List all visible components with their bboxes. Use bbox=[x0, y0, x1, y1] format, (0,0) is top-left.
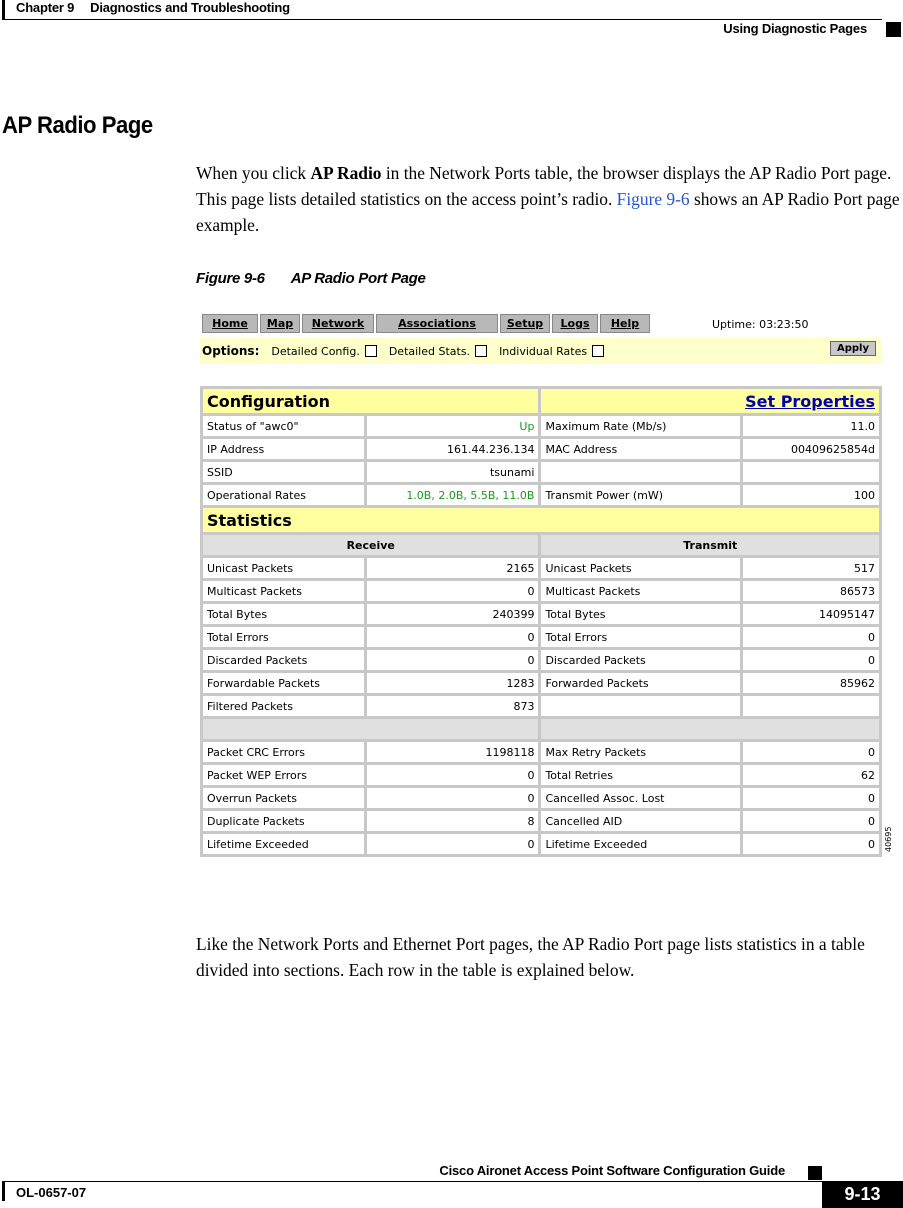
cell: 86573 bbox=[743, 581, 879, 601]
cell: 85962 bbox=[743, 673, 879, 693]
cell: Unicast Packets bbox=[203, 558, 364, 578]
transmit-heading: Transmit bbox=[541, 535, 879, 555]
table-row bbox=[203, 788, 879, 808]
figure-caption bbox=[196, 270, 426, 287]
cell: Status of "awc0" bbox=[203, 416, 364, 436]
table-row bbox=[203, 558, 879, 578]
cell: 161.44.236.134 bbox=[367, 439, 538, 459]
table-row bbox=[203, 439, 879, 459]
nav-associations[interactable]: Associations bbox=[376, 314, 498, 333]
cell: Packet CRC Errors bbox=[203, 742, 364, 762]
cell: IP Address bbox=[203, 439, 364, 459]
figure-link[interactable]: Figure 9-6 bbox=[616, 189, 690, 209]
cell: SSID bbox=[203, 462, 364, 482]
cell: Total Errors bbox=[203, 627, 364, 647]
radio-stats-table bbox=[200, 386, 882, 857]
intro-text-3: shows an AP Radio Port page example. bbox=[196, 189, 900, 235]
cell: 0 bbox=[743, 742, 879, 762]
chapter-title: Diagnostics and Troubleshooting bbox=[90, 0, 290, 15]
cell: 0 bbox=[367, 581, 538, 601]
cell: MAC Address bbox=[541, 439, 739, 459]
cell: Filtered Packets bbox=[203, 696, 364, 716]
cell: 0 bbox=[743, 834, 879, 854]
page-title: AP Radio Page bbox=[2, 112, 153, 139]
cell: Duplicate Packets bbox=[203, 811, 364, 831]
nav-setup[interactable]: Setup bbox=[500, 314, 550, 333]
table-row bbox=[203, 462, 879, 482]
separator-row bbox=[203, 719, 879, 739]
cell: 240399 bbox=[367, 604, 538, 624]
footer-doc-number: OL-0657-07 bbox=[16, 1185, 87, 1200]
nav-logs[interactable]: Logs bbox=[552, 314, 598, 333]
blank-cell bbox=[541, 719, 879, 739]
cell: 517 bbox=[743, 558, 879, 578]
cell: 0 bbox=[367, 650, 538, 670]
cell: Discarded Packets bbox=[203, 650, 364, 670]
footer-left-bar bbox=[2, 1182, 5, 1201]
cell: 0 bbox=[367, 627, 538, 647]
figure-id: 40695 bbox=[884, 826, 893, 852]
table-row bbox=[203, 742, 879, 762]
cell: Forwardable Packets bbox=[203, 673, 364, 693]
table-row bbox=[203, 834, 879, 854]
cell: 62 bbox=[743, 765, 879, 785]
cell bbox=[743, 696, 879, 716]
cell: 0 bbox=[743, 788, 879, 808]
header-block bbox=[886, 22, 901, 37]
figure-number: Figure 9-6 bbox=[196, 270, 265, 287]
chapter-heading bbox=[16, 0, 290, 15]
cell: 2165 bbox=[367, 558, 538, 578]
cell: Operational Rates bbox=[203, 485, 364, 505]
cell: Cancelled Assoc. Lost bbox=[541, 788, 739, 808]
cell: Overrun Packets bbox=[203, 788, 364, 808]
table-row bbox=[203, 416, 879, 436]
cell: Cancelled AID bbox=[541, 811, 739, 831]
cell: 1283 bbox=[367, 673, 538, 693]
page-number: 9-13 bbox=[822, 1181, 903, 1208]
cell: 0 bbox=[367, 788, 538, 808]
set-properties-link[interactable]: Set Properties bbox=[541, 389, 879, 413]
stats-title: Statistics bbox=[203, 508, 879, 532]
chapter-number: Chapter 9 bbox=[16, 0, 75, 15]
cell: Max Retry Packets bbox=[541, 742, 739, 762]
receive-heading: Receive bbox=[203, 535, 538, 555]
option-individual-rates bbox=[499, 345, 604, 358]
cell: 0 bbox=[743, 811, 879, 831]
cell: 00409625854d bbox=[743, 439, 879, 459]
table-row bbox=[203, 604, 879, 624]
apply-button[interactable]: Apply bbox=[830, 341, 876, 356]
cell: Discarded Packets bbox=[541, 650, 739, 670]
cell bbox=[541, 696, 739, 716]
option-label: Detailed Stats. bbox=[388, 344, 471, 358]
intro-paragraph bbox=[196, 160, 901, 238]
detailed-stats-checkbox[interactable] bbox=[475, 345, 487, 357]
cell: 0 bbox=[743, 627, 879, 647]
intro-text-1: When you click bbox=[196, 163, 311, 183]
config-header-row bbox=[203, 389, 879, 413]
figure-title: AP Radio Port Page bbox=[290, 270, 426, 287]
cell: Multicast Packets bbox=[203, 581, 364, 601]
ap-radio-screenshot bbox=[200, 312, 893, 887]
table-row bbox=[203, 811, 879, 831]
cell: 0 bbox=[367, 834, 538, 854]
option-label: Individual Rates bbox=[499, 344, 588, 358]
header-left-bar bbox=[2, 0, 5, 19]
stats-subheader-row bbox=[203, 535, 879, 555]
table-row bbox=[203, 765, 879, 785]
cell: Total Bytes bbox=[541, 604, 739, 624]
cell: tsunami bbox=[367, 462, 538, 482]
table-row bbox=[203, 581, 879, 601]
cell: Unicast Packets bbox=[541, 558, 739, 578]
closing-paragraph: Like the Network Ports and Ethernet Port pages, the AP Radio Port page lists statistics in a table divided into sections. Each row in the table is explained below. bbox=[196, 934, 865, 980]
cell: Total Bytes bbox=[203, 604, 364, 624]
cell: Maximum Rate (Mb/s) bbox=[541, 416, 739, 436]
footer-guide-title: Cisco Aironet Access Point Software Configuration Guide bbox=[439, 1163, 785, 1178]
footer-rule bbox=[2, 1181, 822, 1182]
cell: 1.0B, 2.0B, 5.5B, 11.0B bbox=[367, 485, 538, 505]
cell: Lifetime Exceeded bbox=[203, 834, 364, 854]
table-row bbox=[203, 673, 879, 693]
cell: Transmit Power (mW) bbox=[541, 485, 739, 505]
options-bar bbox=[200, 338, 882, 364]
nav-bar bbox=[202, 314, 650, 334]
table-row bbox=[203, 650, 879, 670]
option-detailed-stats bbox=[389, 345, 487, 358]
footer-block bbox=[808, 1166, 822, 1180]
config-title: Configuration bbox=[203, 389, 538, 413]
individual-rates-checkbox[interactable] bbox=[592, 345, 604, 357]
cell: Packet WEP Errors bbox=[203, 765, 364, 785]
detailed-config-checkbox[interactable] bbox=[365, 345, 377, 357]
nav-home[interactable]: Home bbox=[202, 314, 258, 333]
cell: 0 bbox=[743, 650, 879, 670]
intro-text-2: in the Network Ports table, the browser displays the AP Radio Port page. This page lists detailed statistics on the access point’s radio. bbox=[196, 163, 892, 209]
header-rule bbox=[2, 19, 882, 20]
intro-bold: AP Radio bbox=[310, 163, 382, 183]
cell: 873 bbox=[367, 696, 538, 716]
cell: Lifetime Exceeded bbox=[541, 834, 739, 854]
nav-network[interactable]: Network bbox=[302, 314, 374, 333]
cell bbox=[743, 462, 879, 482]
cell: 8 bbox=[367, 811, 538, 831]
cell: Up bbox=[367, 416, 538, 436]
cell: 100 bbox=[743, 485, 879, 505]
cell: Multicast Packets bbox=[541, 581, 739, 601]
cell: Total Retries bbox=[541, 765, 739, 785]
uptime: Uptime: 03:23:50 bbox=[712, 318, 809, 331]
cell: 0 bbox=[367, 765, 538, 785]
cell: Total Errors bbox=[541, 627, 739, 647]
stats-header-row bbox=[203, 508, 879, 532]
option-label: Detailed Config. bbox=[271, 344, 360, 358]
table-row bbox=[203, 485, 879, 505]
cell: Forwarded Packets bbox=[541, 673, 739, 693]
cell: 1198118 bbox=[367, 742, 538, 762]
cell: 11.0 bbox=[743, 416, 879, 436]
nav-map[interactable]: Map bbox=[260, 314, 300, 333]
cell bbox=[541, 462, 739, 482]
options-label: Options: bbox=[202, 344, 260, 358]
section-heading: Using Diagnostic Pages bbox=[723, 21, 867, 36]
table-row bbox=[203, 696, 879, 716]
blank-cell bbox=[203, 719, 538, 739]
cell: 14095147 bbox=[743, 604, 879, 624]
nav-help[interactable]: Help bbox=[600, 314, 650, 333]
table-row bbox=[203, 627, 879, 647]
option-detailed-config bbox=[271, 345, 376, 358]
